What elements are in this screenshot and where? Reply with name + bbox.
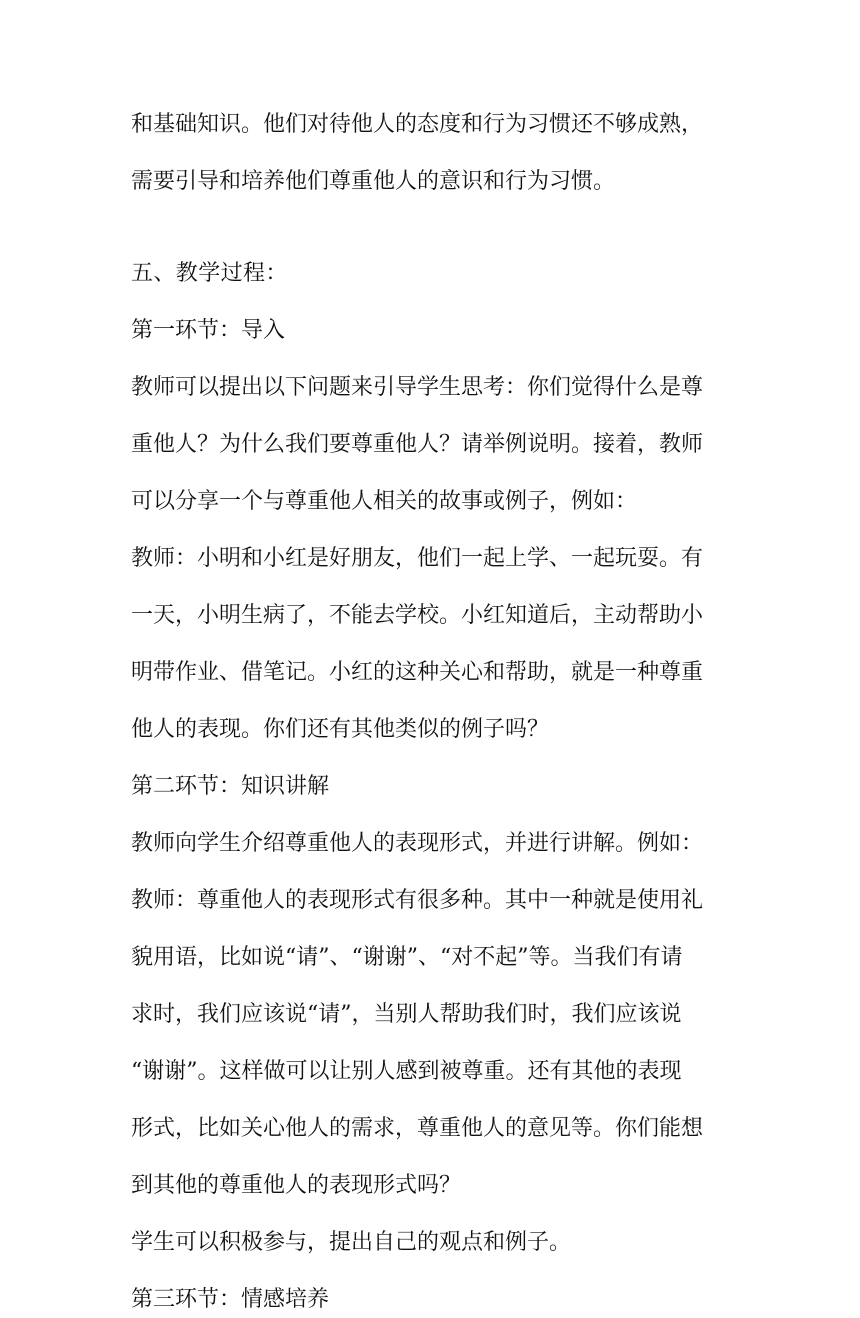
paragraph-line: 学生可以积极参与，提出自己的观点和例子。 bbox=[131, 1230, 572, 1255]
section-title: 五、教学过程： bbox=[131, 261, 288, 286]
paragraph-line: 需要引导和培养他们尊重他人的意识和行为习惯。 bbox=[131, 169, 616, 194]
paragraph-line: 明带作业、借笔记。小红的这种关心和帮助，就是一种尊重 bbox=[131, 660, 704, 685]
stage-title-intro: 第一环节：导入 bbox=[131, 318, 286, 343]
document-body bbox=[131, 106, 731, 1318]
paragraph-line: 他人的表现。你们还有其他类似的例子吗？ bbox=[131, 717, 550, 742]
paragraph-line: 教师向学生介绍尊重他人的表现形式，并进行讲解。例如： bbox=[131, 831, 704, 856]
paragraph-line: 教师可以提出以下问题来引导学生思考：你们觉得什么是尊 bbox=[131, 375, 704, 400]
paragraph-line: 教师：尊重他人的表现形式有很多种。其中一种就是使用礼 bbox=[131, 888, 704, 913]
stage-title-emotion: 第三环节：情感培养 bbox=[131, 1287, 330, 1312]
stage-title-knowledge: 第二环节：知识讲解 bbox=[131, 774, 330, 799]
paragraph-line: 和基础知识。他们对待他人的态度和行为习惯还不够成熟， bbox=[131, 112, 704, 137]
paragraph-line: “谢谢”。这样做可以让别人感到被尊重。还有其他的表现 bbox=[131, 1059, 682, 1084]
paragraph-line: 教师：小明和小红是好朋友，他们一起上学、一起玩耍。有 bbox=[131, 546, 704, 571]
paragraph-line: 一天，小明生病了，不能去学校。小红知道后，主动帮助小 bbox=[131, 603, 704, 628]
paragraph-line: 重他人？为什么我们要尊重他人？请举例说明。接着，教师 bbox=[131, 432, 704, 457]
paragraph-line: 到其他的尊重他人的表现形式吗？ bbox=[131, 1173, 462, 1198]
paragraph-line: 可以分享一个与尊重他人相关的故事或例子，例如： bbox=[131, 489, 638, 514]
paragraph-line: 貌用语，比如说“请”、“谢谢”、“对不起”等。当我们有请 bbox=[131, 945, 683, 970]
paragraph-line: 求时，我们应该说“请”，当别人帮助我们时，我们应该说 bbox=[131, 1002, 682, 1027]
paragraph-line: 形式，比如关心他人的需求，尊重他人的意见等。你们能想 bbox=[131, 1116, 704, 1141]
